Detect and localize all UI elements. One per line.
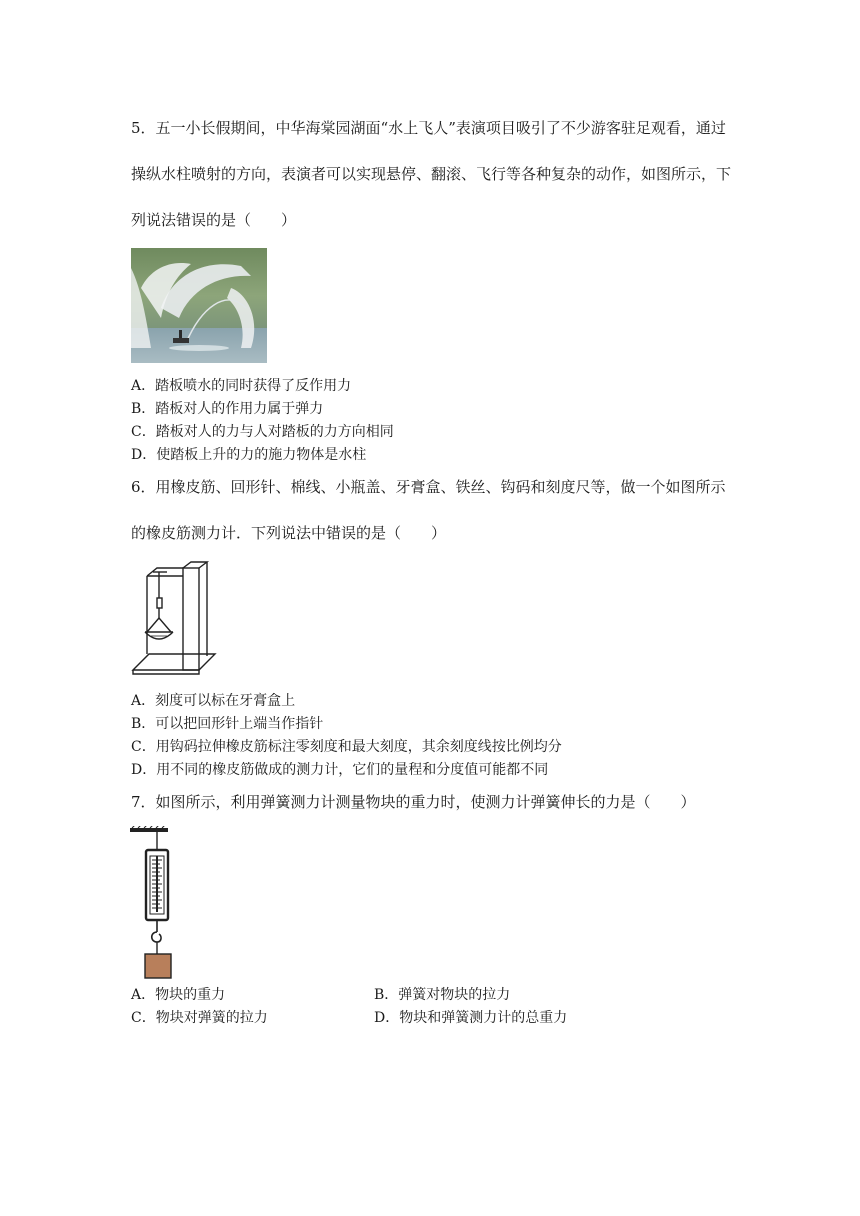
question-7-option-d: D．物块和弹簧测力计的总重力	[374, 1010, 568, 1026]
question-6-line-2: 的橡皮筋测力计．下列说法中错误的是（ ）	[131, 524, 447, 542]
question-5-option-d: D．使踏板上升的力的施力物体是水柱	[131, 447, 367, 463]
question-6-stem	[131, 477, 731, 497]
question-5-option-a: A．踏板喷水的同时获得了反作用力	[131, 378, 352, 394]
question-5-stem-2	[131, 164, 731, 184]
question-5-stem-3	[131, 210, 731, 230]
question-6-stem-2	[131, 523, 731, 543]
question-7-option-b: B．弹簧对物块的拉力	[374, 987, 511, 1003]
question-6-option-d: D．用不同的橡皮筋做成的测力计，它们的量程和分度值可能都不同	[131, 762, 549, 778]
question-7-option-c: C．物块对弹簧的拉力	[131, 1010, 268, 1026]
question-7-line-1: 7．如图所示，利用弹簧测力计测量物块的重力时，使测力计弹簧伸长的力是（ ）	[131, 793, 696, 811]
question-5-option-b: B．踏板对人的作用力属于弹力	[131, 401, 324, 417]
question-7-option-a: A．物块的重力	[131, 987, 226, 1003]
question-6-line-1: 6．用橡皮筋、回形针、棉线、小瓶盖、牙膏盒、铁丝、钩码和刻度尺等，做一个如图所示	[131, 478, 726, 496]
question-5-line-3: 列说法错误的是（ ）	[131, 211, 297, 229]
water-flyer-photo	[131, 248, 267, 363]
question-5-line-1: 5．五一小长假期间，中华海棠园湖面“水上飞人”表演项目吸引了不少游客驻足观看，通过	[131, 119, 726, 137]
question-7-stem	[131, 792, 731, 812]
question-6-option-a: A．刻度可以标在牙膏盒上	[131, 693, 296, 709]
question-5-stem	[131, 118, 731, 138]
question-5-line-2: 操纵水柱喷射的方向，表演者可以实现悬停、翻滚、飞行等各种复杂的动作，如图所示，下	[131, 165, 732, 183]
spring-scale-diagram	[130, 826, 180, 982]
question-5-option-c: C．踏板对人的力与人对踏板的力方向相同	[131, 424, 394, 440]
question-6-option-c: C．用钩码拉伸橡皮筋标注零刻度和最大刻度，其余刻度线按比例均分	[131, 739, 562, 755]
question-6-option-b: B．可以把回形针上端当作指针	[131, 716, 324, 732]
rubber-band-dynamometer-diagram	[131, 560, 217, 682]
